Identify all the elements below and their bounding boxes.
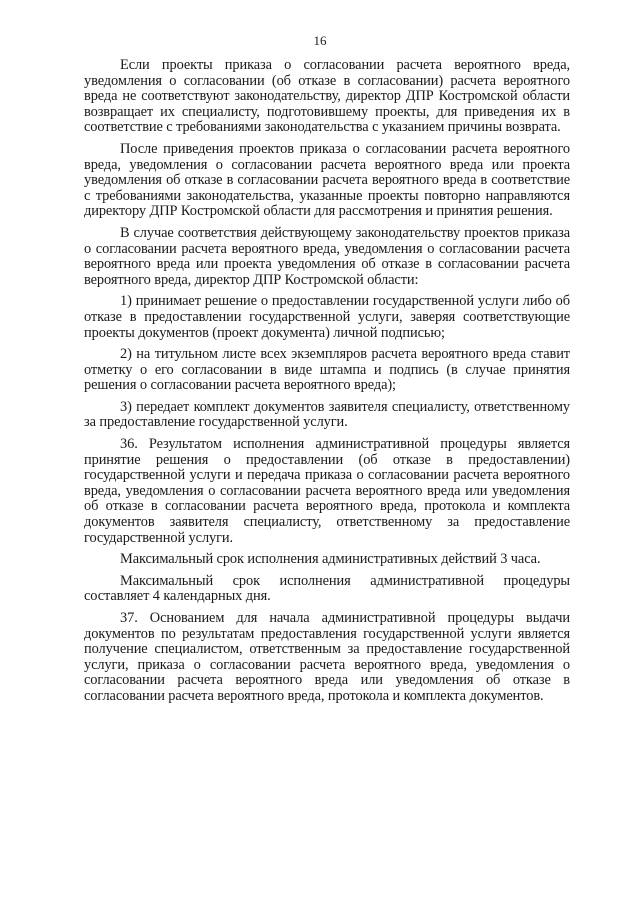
list-item-decision: 1) принимает решение о предоставлении государственной услуги либо об отказе в предоставлении государственной услуги, заверяя соответствующие проекты документов (проект документа) личной подписью; — [84, 293, 570, 341]
list-item-stamp: 2) на титульном листе всех экземпляров расчета вероятного вреда ставит отметку о его согласовании в виде штампа и подпись (в случае принятия решения о согласовании расчета вероятного вреда); — [84, 346, 570, 394]
paragraph-max-action-time: Максимальный срок исполнения административных действий 3 часа. — [120, 551, 541, 568]
list-item-transfer: 3) передает комплект документов заявителя специалисту, ответственному за предоставление государственной услуги. — [84, 398, 570, 431]
paragraph-director-actions-intro: В случае соответствия действующему законодательству проектов приказа о согласовании расчета вероятного вреда, уведомления о согласовании расчета вероятного вреда или проекта уведомления об отказе в согласовании расчета вероятного вреда, директор ДПР Костромской области: — [84, 224, 570, 288]
page-number: 16 — [313, 33, 327, 48]
document-body — [84, 58, 570, 711]
clause-36-result: 36. Результатом исполнения административной процедуры является принятие решения о предоставлении (об отказе в предоставлении) государственной услуги и передача приказа о согласовании расчета вероятного вреда, уведомления о согласовании расчета вероятного вреда или уведомления об отказе в согласовании расчета вероятного вреда, протокола и комплекта документов заявителя специалисту, ответственному за предоставление государственной услуги. — [84, 436, 570, 546]
paragraph-max-procedure-time: Максимальный срок исполнения административной процедуры составляет 4 календарных дня. — [84, 572, 570, 605]
paragraph-resubmission: После приведения проектов приказа о согласовании расчета вероятного вреда, уведомления о согласовании расчета вероятного вреда или проекта уведомления об отказе в согласовании расчета вероятного вреда в соответствие с требованиями законодательства, указанные проекты повторно направляются директору ДПР Костромской области для рассмотрения и принятия решения. — [84, 140, 570, 220]
paragraph-return-for-revision: Если проекты приказа о согласовании расчета вероятного вреда, уведомления о согласовании (об отказе в согласовании) расчета вероятного вреда не соответствуют законодательству, директор ДПР Костромской области возвращает их специалисту, подготовившему проекты, для приведения их в соответствие с требованиями законодательства с указанием причины возврата. — [84, 57, 570, 136]
clause-37-basis: 37. Основанием для начала административной процедуры выдачи документов по результатам предоставления государственной услуги является получение специалистом, ответственным за предоставление государственной услуги, приказа о согласовании расчета вероятного вреда, уведомления о согласовании расчета вероятного вреда или уведомления об отказе в согласовании расчета вероятного вреда, протокола и комплекта документов. — [84, 610, 570, 704]
